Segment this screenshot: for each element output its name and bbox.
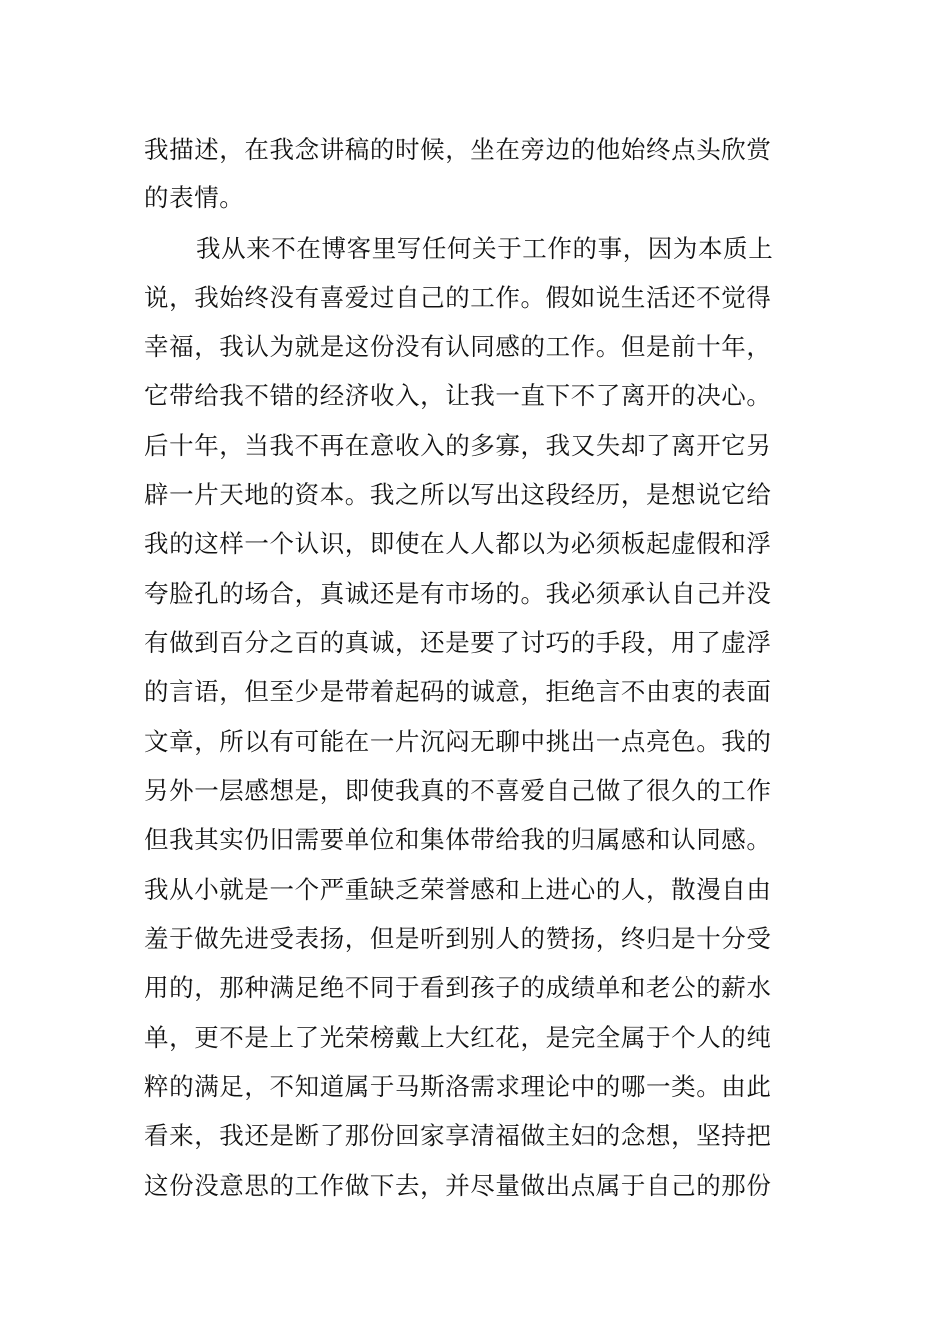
- text-line: 我描述，在我念讲稿的时候，坐在旁边的他始终点头欣赏: [144, 135, 772, 164]
- text-line: 夸脸孔的场合，真诚还是有市场的。我必须承认自己并没: [144, 579, 772, 608]
- text-line: 辟一片天地的资本。我之所以写出这段经历，是想说它给: [144, 480, 772, 509]
- text-line: 用的，那种满足绝不同于看到孩子的成绩单和老公的薪水: [144, 973, 772, 1002]
- text-line: 幸福，我认为就是这份没有认同感的工作。但是前十年，: [144, 332, 772, 361]
- text-line: 羞于做先进受表扬，但是听到别人的赞扬，终归是十分受: [144, 924, 772, 953]
- text-line: 它带给我不错的经济收入，让我一直下不了离开的决心。: [144, 381, 772, 410]
- text-line: 这份没意思的工作做下去，并尽量做出点属于自己的那份: [144, 1171, 772, 1200]
- text-line: 后十年，当我不再在意收入的多寡，我又失却了离开它另: [144, 431, 772, 460]
- text-line: 看来，我还是断了那份回家享清福做主妇的念想，坚持把: [144, 1121, 772, 1150]
- text-line: 粹的满足，不知道属于马斯洛需求理论中的哪一类。由此: [144, 1072, 772, 1101]
- text-line: 单，更不是上了光荣榜戴上大红花，是完全属于个人的纯: [144, 1023, 772, 1052]
- text-line: 文章，所以有可能在一片沉闷无聊中挑出一点亮色。我的: [144, 727, 772, 756]
- text-line: 另外一层感想是，即使我真的不喜爱自己做了很久的工作: [144, 776, 772, 805]
- text-line: 我的这样一个认识，即使在人人都以为必须板起虚假和浮: [144, 529, 772, 558]
- paragraph-first-line: 我从来不在博客里写任何关于工作的事，因为本质上: [196, 234, 774, 263]
- text-line: 说，我始终没有喜爱过自己的工作。假如说生活还不觉得: [144, 283, 772, 312]
- text-line: 但我其实仍旧需要单位和集体带给我的归属感和认同感。: [144, 825, 772, 854]
- text-line: 的表情。: [144, 183, 245, 212]
- text-line: 的言语，但至少是带着起码的诚意，拒绝言不由衷的表面: [144, 677, 772, 706]
- text-line: 我从小就是一个严重缺乏荣誉感和上进心的人，散漫自由: [144, 875, 772, 904]
- text-line: 有做到百分之百的真诚，还是要了讨巧的手段，用了虚浮: [144, 628, 772, 657]
